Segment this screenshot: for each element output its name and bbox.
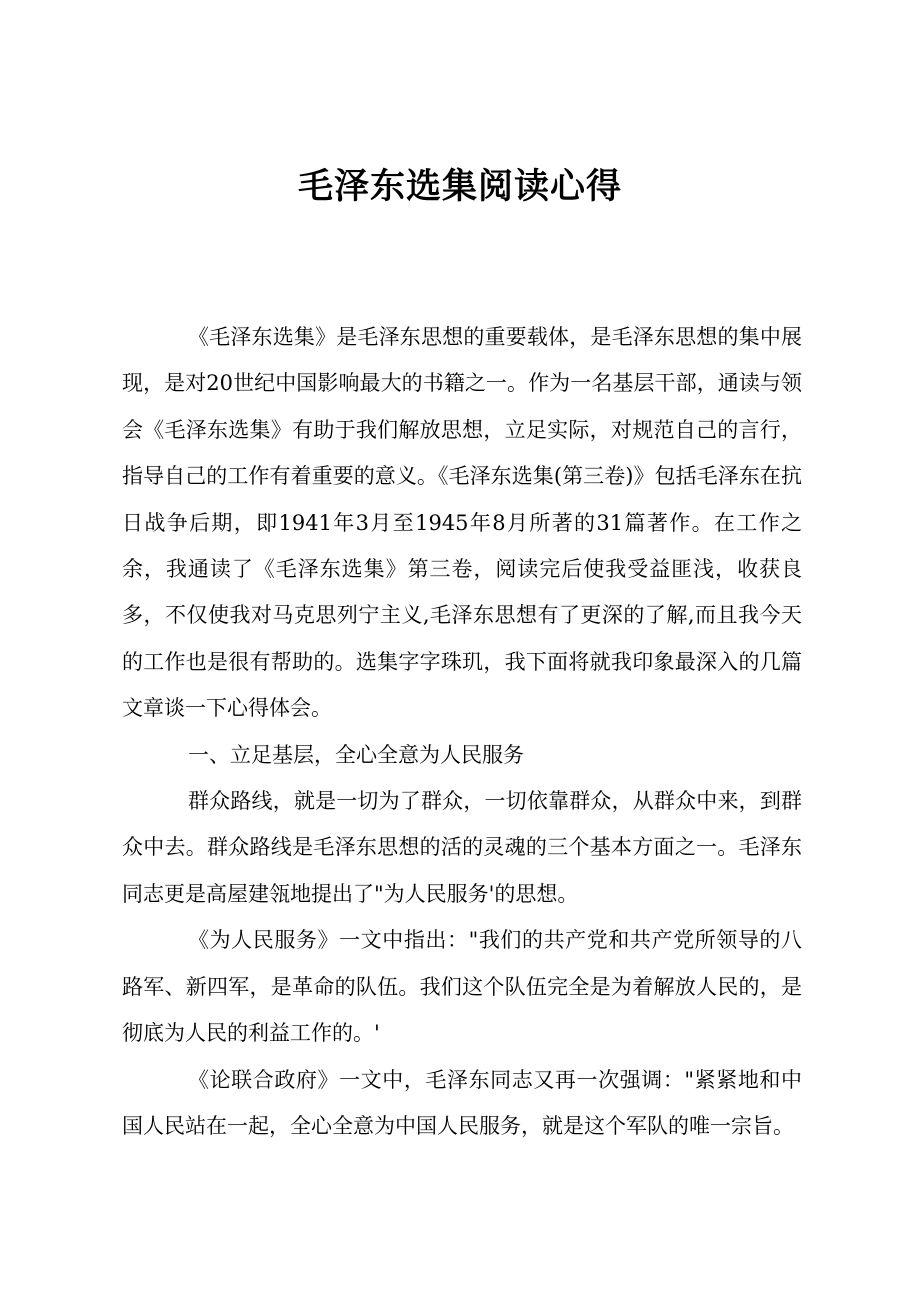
document-title: 毛泽东选集阅读心得 (297, 166, 622, 207)
paragraph-serve-the-people: 《为人民服务》一文中指出："我们的共产党和共产党所领导的八路军、新四军，是革命的队伍。我们这个队伍完全是为着解放人民的，是彻底为人民的利益工作的。' (122, 928, 802, 1046)
paragraph-mass-line: 群众路线，就是一切为了群众，一切依靠群众，从群众中来，到群众中去。群众路线是毛泽东思想的活的灵魂的三个基本方面之一。毛泽东同志更是高屋建瓴地提出了"为人民服务'的思想。 (122, 789, 802, 906)
paragraph-coalition-government: 《论联合政府》一文中，毛泽东同志又再一次强调："紧紧地和中国人民站在一起，全心全意为中国人民服务，就是这个军队的唯一宗旨。 (122, 1067, 802, 1138)
section-heading-1: 一、立足基层，全心全意为人民服务 (188, 742, 524, 767)
document-body (122, 314, 802, 1149)
paragraph-intro: 《毛泽东选集》是毛泽东思想的重要载体，是毛泽东思想的集中展现，是对20世纪中国影响最大的书籍之一。作为一名基层干部，通读与领会《毛泽东选集》有助于我们解放思想，立足实际，对规范自己的言行，指导自己的工作有着重要的意义。《毛泽东选集(第三卷)》包括毛泽东在抗日战争后期，即1941年3月至1945年8月所著的31篇著作。在工作之余，我通读了《毛泽东选集》第三卷，阅读完后使我受益匪浅，收获良多，不仅使我对马克思列宁主义,毛泽东思想有了更深的了解,而且我今天的工作也是很有帮助的。选集字字珠玑，我下面将就我印象最深入的几篇文章谈一下心得体会。 (122, 325, 802, 721)
